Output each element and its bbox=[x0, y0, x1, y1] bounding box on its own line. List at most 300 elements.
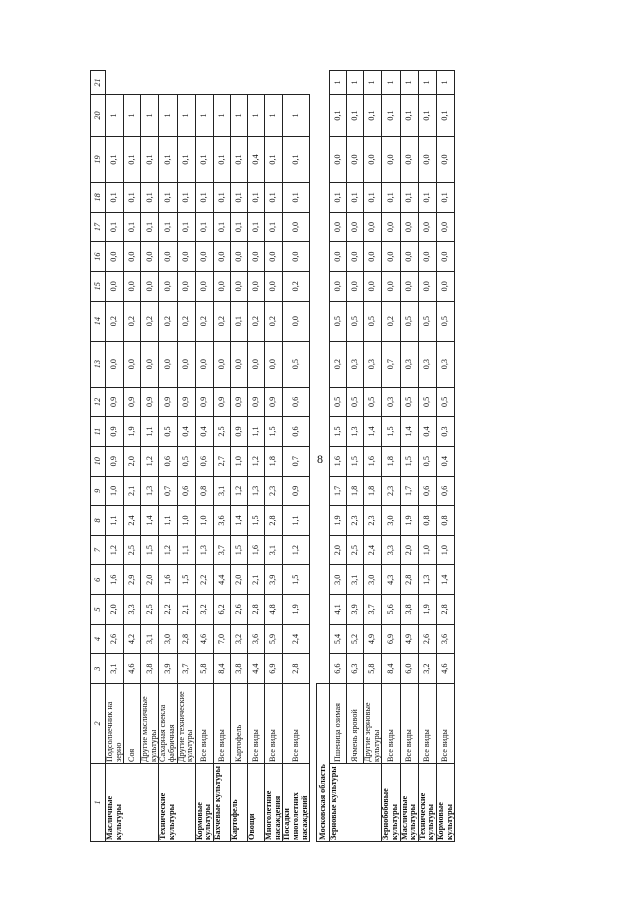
crop-cell: Пшеница озимая bbox=[330, 684, 347, 764]
header-row bbox=[91, 71, 106, 842]
value-cell: 3,7 bbox=[364, 595, 382, 625]
value-cell: 0,1 bbox=[265, 183, 283, 213]
value-cell: 0,1 bbox=[437, 95, 455, 137]
column-header: 4 bbox=[91, 624, 106, 654]
value-cell: 1,4 bbox=[231, 506, 248, 536]
value-cell: 1,5 bbox=[177, 565, 195, 595]
value-cell: 1,1 bbox=[177, 535, 195, 565]
value-cell: 1 bbox=[195, 95, 213, 137]
value-cell: 1,5 bbox=[283, 565, 310, 595]
group-cell: Зерновые культуры bbox=[330, 764, 382, 842]
value-cell: 1,3 bbox=[141, 476, 159, 506]
column-header: 13 bbox=[91, 341, 106, 387]
value-cell: 0,0 bbox=[400, 271, 418, 301]
value-cell: 0,0 bbox=[265, 341, 283, 387]
value-cell: 0,1 bbox=[124, 212, 141, 242]
value-cell: 0,3 bbox=[364, 341, 382, 387]
value-cell: 4,6 bbox=[124, 654, 141, 684]
value-cell: 1,5 bbox=[382, 417, 400, 447]
value-cell: 0,1 bbox=[400, 183, 418, 213]
crop-cell: Все виды bbox=[195, 684, 213, 764]
crop-cell: Все виды bbox=[265, 684, 283, 764]
value-cell: 1,9 bbox=[283, 595, 310, 625]
value-cell: 1,8 bbox=[347, 476, 364, 506]
value-cell: 0,1 bbox=[159, 212, 177, 242]
value-cell: 2,9 bbox=[124, 565, 141, 595]
value-cell: 3,3 bbox=[382, 535, 400, 565]
value-cell: 0,1 bbox=[214, 212, 231, 242]
value-cell: 0,1 bbox=[382, 95, 400, 137]
value-cell: 0,2 bbox=[124, 301, 141, 341]
value-cell: 0,2 bbox=[382, 301, 400, 341]
value-cell: 0,0 bbox=[418, 137, 436, 183]
column-header: 6 bbox=[91, 565, 106, 595]
value-cell: 0,7 bbox=[382, 341, 400, 387]
value-cell: 0,0 bbox=[347, 271, 364, 301]
value-cell: 1,3 bbox=[347, 417, 364, 447]
value-cell: 1 bbox=[400, 71, 418, 95]
value-cell: 5,4 bbox=[330, 624, 347, 654]
value-cell: 1,6 bbox=[106, 565, 124, 595]
value-cell: 6,6 bbox=[330, 654, 347, 684]
value-cell: 0,1 bbox=[177, 212, 195, 242]
crop-cell: Другие технические культуры bbox=[177, 684, 195, 764]
value-cell: 0,5 bbox=[400, 387, 418, 417]
value-cell: 1 bbox=[418, 71, 436, 95]
value-cell: 0,2 bbox=[265, 301, 283, 341]
value-cell: 3,8 bbox=[231, 654, 248, 684]
column-header: 15 bbox=[91, 271, 106, 301]
table-row bbox=[437, 71, 455, 842]
value-cell: 1,7 bbox=[330, 476, 347, 506]
value-cell: 0,9 bbox=[195, 387, 213, 417]
value-cell: 0,0 bbox=[437, 137, 455, 183]
table-row bbox=[195, 71, 213, 842]
value-cell: 0,1 bbox=[330, 95, 347, 137]
value-cell: 2,1 bbox=[124, 476, 141, 506]
value-cell: 2,4 bbox=[283, 624, 310, 654]
region-blank bbox=[317, 71, 330, 684]
value-cell: 0,0 bbox=[382, 242, 400, 272]
column-header: 12 bbox=[91, 387, 106, 417]
table-row bbox=[124, 71, 141, 842]
value-cell: 0,7 bbox=[283, 446, 310, 476]
column-header: 21 bbox=[91, 71, 106, 95]
group-cell: Масличные культуры bbox=[400, 764, 418, 842]
value-cell: 0,0 bbox=[195, 271, 213, 301]
value-cell: 3,8 bbox=[400, 595, 418, 625]
column-header: 17 bbox=[91, 212, 106, 242]
column-header: 7 bbox=[91, 535, 106, 565]
value-cell: 1,5 bbox=[347, 446, 364, 476]
page-number: 8 bbox=[317, 452, 323, 466]
value-cell: 1,4 bbox=[364, 417, 382, 447]
value-cell: 3,6 bbox=[437, 624, 455, 654]
value-cell: 0,2 bbox=[159, 301, 177, 341]
column-header: 9 bbox=[91, 476, 106, 506]
value-cell: 4,6 bbox=[437, 654, 455, 684]
crop-cell: Ячмень яровой bbox=[347, 684, 364, 764]
value-cell: 0,0 bbox=[177, 341, 195, 387]
value-cell: 0,6 bbox=[283, 417, 310, 447]
value-cell: 1,8 bbox=[382, 446, 400, 476]
value-cell: 0,0 bbox=[330, 271, 347, 301]
value-cell: 3,0 bbox=[330, 565, 347, 595]
value-cell: 3,0 bbox=[382, 506, 400, 536]
table-row bbox=[347, 71, 364, 842]
value-cell: 0,1 bbox=[283, 137, 310, 183]
value-cell: 1,9 bbox=[418, 595, 436, 625]
value-cell: 0,1 bbox=[195, 212, 213, 242]
value-cell: 5,2 bbox=[347, 624, 364, 654]
value-cell: 1,6 bbox=[159, 565, 177, 595]
crop-cell: Все виды bbox=[283, 684, 310, 764]
value-cell: 0,1 bbox=[364, 95, 382, 137]
value-cell: 0,0 bbox=[195, 242, 213, 272]
value-cell: 2,0 bbox=[231, 565, 248, 595]
value-cell: 0,0 bbox=[418, 212, 436, 242]
group-cell: Кормовые культуры bbox=[437, 764, 455, 842]
value-cell: 0,5 bbox=[418, 446, 436, 476]
value-cell: 1,2 bbox=[106, 535, 124, 565]
table-row bbox=[231, 71, 248, 842]
column-header: 20 bbox=[91, 95, 106, 137]
group-cell: Картофель bbox=[231, 764, 248, 842]
value-cell: 0,8 bbox=[437, 506, 455, 536]
value-cell: 0,6 bbox=[283, 387, 310, 417]
column-header: 5 bbox=[91, 595, 106, 625]
crop-cell: Все виды bbox=[400, 684, 418, 764]
value-cell: 0,0 bbox=[106, 242, 124, 272]
value-cell: 1,0 bbox=[418, 535, 436, 565]
value-cell: 0,0 bbox=[106, 341, 124, 387]
value-cell: 4,4 bbox=[248, 654, 265, 684]
value-cell: 0,9 bbox=[214, 387, 231, 417]
value-cell: 0,1 bbox=[437, 183, 455, 213]
value-cell: 3,9 bbox=[347, 595, 364, 625]
value-cell: 0,0 bbox=[364, 271, 382, 301]
value-cell: 0,5 bbox=[418, 387, 436, 417]
table-row bbox=[214, 71, 231, 842]
value-cell: 0,6 bbox=[418, 476, 436, 506]
value-cell: 0,9 bbox=[124, 387, 141, 417]
value-cell: 0,5 bbox=[330, 387, 347, 417]
value-cell: 0,0 bbox=[347, 212, 364, 242]
value-cell: 2,8 bbox=[248, 595, 265, 625]
value-cell: 0,9 bbox=[283, 476, 310, 506]
value-cell: 0,9 bbox=[106, 446, 124, 476]
value-cell: 2,2 bbox=[195, 565, 213, 595]
value-cell: 0,0 bbox=[195, 341, 213, 387]
value-cell: 2,3 bbox=[382, 476, 400, 506]
value-cell: 1,2 bbox=[231, 476, 248, 506]
value-cell: 3,1 bbox=[214, 476, 231, 506]
value-cell: 0,1 bbox=[195, 137, 213, 183]
value-cell: 3,2 bbox=[195, 595, 213, 625]
value-cell: 1,6 bbox=[364, 446, 382, 476]
value-cell: 2,6 bbox=[418, 624, 436, 654]
table-row bbox=[248, 71, 265, 842]
value-cell: 1,5 bbox=[330, 417, 347, 447]
value-cell: 0,3 bbox=[437, 417, 455, 447]
value-cell: 0,5 bbox=[347, 301, 364, 341]
value-cell: 0,1 bbox=[214, 137, 231, 183]
value-cell: 0,1 bbox=[106, 183, 124, 213]
group-cell: Посадки многолетних насаждений bbox=[283, 764, 310, 842]
value-cell: 0,0 bbox=[124, 271, 141, 301]
value-cell: 0,5 bbox=[159, 417, 177, 447]
crop-cell: Все виды bbox=[214, 684, 231, 764]
value-cell: 8,4 bbox=[214, 654, 231, 684]
value-cell: 5,8 bbox=[195, 654, 213, 684]
value-cell: 3,1 bbox=[347, 565, 364, 595]
value-cell: 0,0 bbox=[330, 212, 347, 242]
value-cell: 1 bbox=[437, 71, 455, 95]
value-cell: 0,9 bbox=[106, 387, 124, 417]
value-cell: 0,5 bbox=[418, 301, 436, 341]
value-cell: 6,0 bbox=[400, 654, 418, 684]
value-cell: 2,7 bbox=[214, 446, 231, 476]
value-cell: 2,5 bbox=[214, 417, 231, 447]
value-cell: 3,2 bbox=[418, 654, 436, 684]
value-cell: 0,0 bbox=[248, 242, 265, 272]
value-cell: 2,2 bbox=[159, 595, 177, 625]
value-cell: 1,0 bbox=[106, 476, 124, 506]
value-cell: 3,6 bbox=[214, 506, 231, 536]
value-cell: 0,3 bbox=[347, 341, 364, 387]
value-cell: 1,1 bbox=[248, 417, 265, 447]
value-cell: 0,1 bbox=[265, 212, 283, 242]
value-cell: 1 bbox=[159, 95, 177, 137]
value-cell: 0,1 bbox=[364, 183, 382, 213]
value-cell: 7,0 bbox=[214, 624, 231, 654]
value-cell: 0,2 bbox=[106, 301, 124, 341]
value-cell: 0,1 bbox=[231, 212, 248, 242]
value-cell: 0,1 bbox=[418, 95, 436, 137]
value-cell: 1,5 bbox=[231, 535, 248, 565]
value-cell: 0,0 bbox=[248, 341, 265, 387]
value-cell: 3,0 bbox=[364, 565, 382, 595]
crop-cell: Все виды bbox=[382, 684, 400, 764]
value-cell: 0,0 bbox=[124, 242, 141, 272]
value-cell: 0,0 bbox=[382, 212, 400, 242]
value-cell: 0,0 bbox=[159, 341, 177, 387]
value-cell: 1,0 bbox=[177, 506, 195, 536]
value-cell: 0,1 bbox=[283, 183, 310, 213]
table-row bbox=[141, 71, 159, 842]
value-cell: 0,3 bbox=[437, 341, 455, 387]
crop-cell: Все виды bbox=[418, 684, 436, 764]
value-cell: 3,7 bbox=[177, 654, 195, 684]
value-cell: 1 bbox=[177, 95, 195, 137]
value-cell: 1,5 bbox=[400, 446, 418, 476]
value-cell: 0,1 bbox=[159, 183, 177, 213]
group-cell: Зернобобовые культуры bbox=[382, 764, 400, 842]
coefficient-table bbox=[90, 70, 455, 842]
value-cell: 0,6 bbox=[177, 476, 195, 506]
value-cell: 2,3 bbox=[265, 476, 283, 506]
table-row bbox=[177, 71, 195, 842]
group-cell: Кормовые культуры bbox=[195, 764, 213, 842]
value-cell: 0,2 bbox=[214, 301, 231, 341]
table-row bbox=[159, 71, 177, 842]
value-cell: 0,0 bbox=[265, 271, 283, 301]
rotated-table-container bbox=[90, 70, 540, 842]
value-cell: 0,0 bbox=[124, 341, 141, 387]
crop-cell: Сахарная свекла фабричная bbox=[159, 684, 177, 764]
value-cell: 0,0 bbox=[437, 271, 455, 301]
value-cell: 1,0 bbox=[195, 506, 213, 536]
group-cell: Многолетние насаждения bbox=[265, 764, 283, 842]
value-cell: 1,4 bbox=[141, 506, 159, 536]
value-cell: 1 bbox=[214, 95, 231, 137]
value-cell: 0,8 bbox=[195, 476, 213, 506]
value-cell: 0,3 bbox=[382, 387, 400, 417]
value-cell: 0,4 bbox=[177, 417, 195, 447]
value-cell: 3,1 bbox=[265, 535, 283, 565]
group-cell: Бахчевые культуры bbox=[214, 764, 231, 842]
value-cell: 1,3 bbox=[195, 535, 213, 565]
value-cell: 0,1 bbox=[141, 212, 159, 242]
value-cell: 0,1 bbox=[141, 137, 159, 183]
value-cell: 0,5 bbox=[330, 301, 347, 341]
value-cell: 0,5 bbox=[177, 446, 195, 476]
column-header: 14 bbox=[91, 301, 106, 341]
crop-cell: Все виды bbox=[248, 684, 265, 764]
value-cell: 0,0 bbox=[418, 271, 436, 301]
value-cell: 1,9 bbox=[400, 506, 418, 536]
value-cell: 0,0 bbox=[330, 137, 347, 183]
value-cell: 0,3 bbox=[418, 341, 436, 387]
value-cell: 0,9 bbox=[231, 387, 248, 417]
value-cell: 0,1 bbox=[418, 183, 436, 213]
value-cell: 3,3 bbox=[124, 595, 141, 625]
value-cell: 1,7 bbox=[400, 476, 418, 506]
value-cell: 0,0 bbox=[159, 242, 177, 272]
value-cell: 0,0 bbox=[330, 242, 347, 272]
column-header: 18 bbox=[91, 183, 106, 213]
value-cell: 0,1 bbox=[231, 301, 248, 341]
column-header: 16 bbox=[91, 242, 106, 272]
value-cell: 0,9 bbox=[106, 417, 124, 447]
value-cell: 0,9 bbox=[265, 387, 283, 417]
value-cell: 1,9 bbox=[330, 506, 347, 536]
value-cell: 2,0 bbox=[400, 535, 418, 565]
value-cell: 1,2 bbox=[248, 446, 265, 476]
value-cell: 2,4 bbox=[124, 506, 141, 536]
value-cell: 0,4 bbox=[195, 417, 213, 447]
value-cell: 0,0 bbox=[382, 271, 400, 301]
value-cell: 6,3 bbox=[347, 654, 364, 684]
table-body bbox=[106, 71, 455, 842]
value-cell: 8,4 bbox=[382, 654, 400, 684]
value-cell: 0,2 bbox=[195, 301, 213, 341]
value-cell: 0,5 bbox=[437, 301, 455, 341]
value-cell: 1,5 bbox=[248, 506, 265, 536]
value-cell: 6,9 bbox=[265, 654, 283, 684]
value-cell: 0,1 bbox=[214, 183, 231, 213]
value-cell: 1,2 bbox=[283, 535, 310, 565]
value-cell: 1,0 bbox=[437, 535, 455, 565]
group-cell: Масличные культуры bbox=[106, 764, 159, 842]
value-cell: 0,0 bbox=[106, 271, 124, 301]
value-cell: 0,1 bbox=[124, 183, 141, 213]
value-cell: 2,6 bbox=[106, 624, 124, 654]
value-cell: 1,0 bbox=[231, 446, 248, 476]
value-cell: 1 bbox=[283, 95, 310, 137]
value-cell: 0,5 bbox=[400, 301, 418, 341]
table-row bbox=[400, 71, 418, 842]
value-cell: 0,0 bbox=[214, 341, 231, 387]
value-cell: 1,1 bbox=[159, 506, 177, 536]
value-cell: 0,1 bbox=[265, 137, 283, 183]
column-header: 19 bbox=[91, 137, 106, 183]
value-cell: 4,3 bbox=[382, 565, 400, 595]
column-header: 11 bbox=[91, 417, 106, 447]
value-cell: 2,0 bbox=[124, 446, 141, 476]
value-cell: 0,0 bbox=[364, 137, 382, 183]
value-cell: 0,9 bbox=[248, 387, 265, 417]
value-cell: 4,2 bbox=[124, 624, 141, 654]
value-cell: 2,6 bbox=[231, 595, 248, 625]
value-cell: 0,6 bbox=[437, 476, 455, 506]
value-cell: 1,4 bbox=[437, 565, 455, 595]
value-cell: 0,0 bbox=[364, 212, 382, 242]
value-cell: 4,1 bbox=[330, 595, 347, 625]
value-cell: 3,0 bbox=[159, 624, 177, 654]
value-cell: 0,2 bbox=[283, 271, 310, 301]
value-cell: 0,0 bbox=[231, 242, 248, 272]
value-cell: 0,5 bbox=[364, 301, 382, 341]
value-cell: 0,9 bbox=[141, 387, 159, 417]
crop-cell: Картофель bbox=[231, 684, 248, 764]
column-header: 2 bbox=[91, 684, 106, 764]
value-cell: 2,4 bbox=[364, 535, 382, 565]
value-cell: 0,0 bbox=[159, 271, 177, 301]
value-cell: 0,0 bbox=[141, 341, 159, 387]
value-cell: 0,1 bbox=[231, 137, 248, 183]
value-cell: 0,9 bbox=[159, 387, 177, 417]
section-gap bbox=[310, 71, 317, 842]
value-cell: 2,8 bbox=[400, 565, 418, 595]
value-cell: 1,3 bbox=[418, 565, 436, 595]
value-cell: 2,3 bbox=[347, 506, 364, 536]
value-cell: 2,1 bbox=[248, 565, 265, 595]
value-cell: 1,1 bbox=[106, 506, 124, 536]
crop-cell: Подсолнечник на зерно bbox=[106, 684, 124, 764]
value-cell: 1 bbox=[265, 95, 283, 137]
value-cell: 2,5 bbox=[347, 535, 364, 565]
value-cell: 0,1 bbox=[124, 137, 141, 183]
table-row bbox=[364, 71, 382, 842]
value-cell: 1,1 bbox=[141, 417, 159, 447]
value-cell: 0,0 bbox=[141, 242, 159, 272]
value-cell: 1,8 bbox=[364, 476, 382, 506]
value-cell: 0,5 bbox=[283, 341, 310, 387]
value-cell: 2,0 bbox=[330, 535, 347, 565]
value-cell: 1,6 bbox=[330, 446, 347, 476]
value-cell: 2,8 bbox=[265, 506, 283, 536]
value-cell: 0,0 bbox=[248, 271, 265, 301]
value-cell: 2,0 bbox=[141, 565, 159, 595]
value-cell: 0,6 bbox=[159, 446, 177, 476]
table-row bbox=[265, 71, 283, 842]
value-cell: 1 bbox=[248, 95, 265, 137]
column-header: 1 bbox=[91, 764, 106, 842]
value-cell: 0,0 bbox=[347, 137, 364, 183]
value-cell: 0,1 bbox=[106, 137, 124, 183]
value-cell: 0,0 bbox=[141, 271, 159, 301]
